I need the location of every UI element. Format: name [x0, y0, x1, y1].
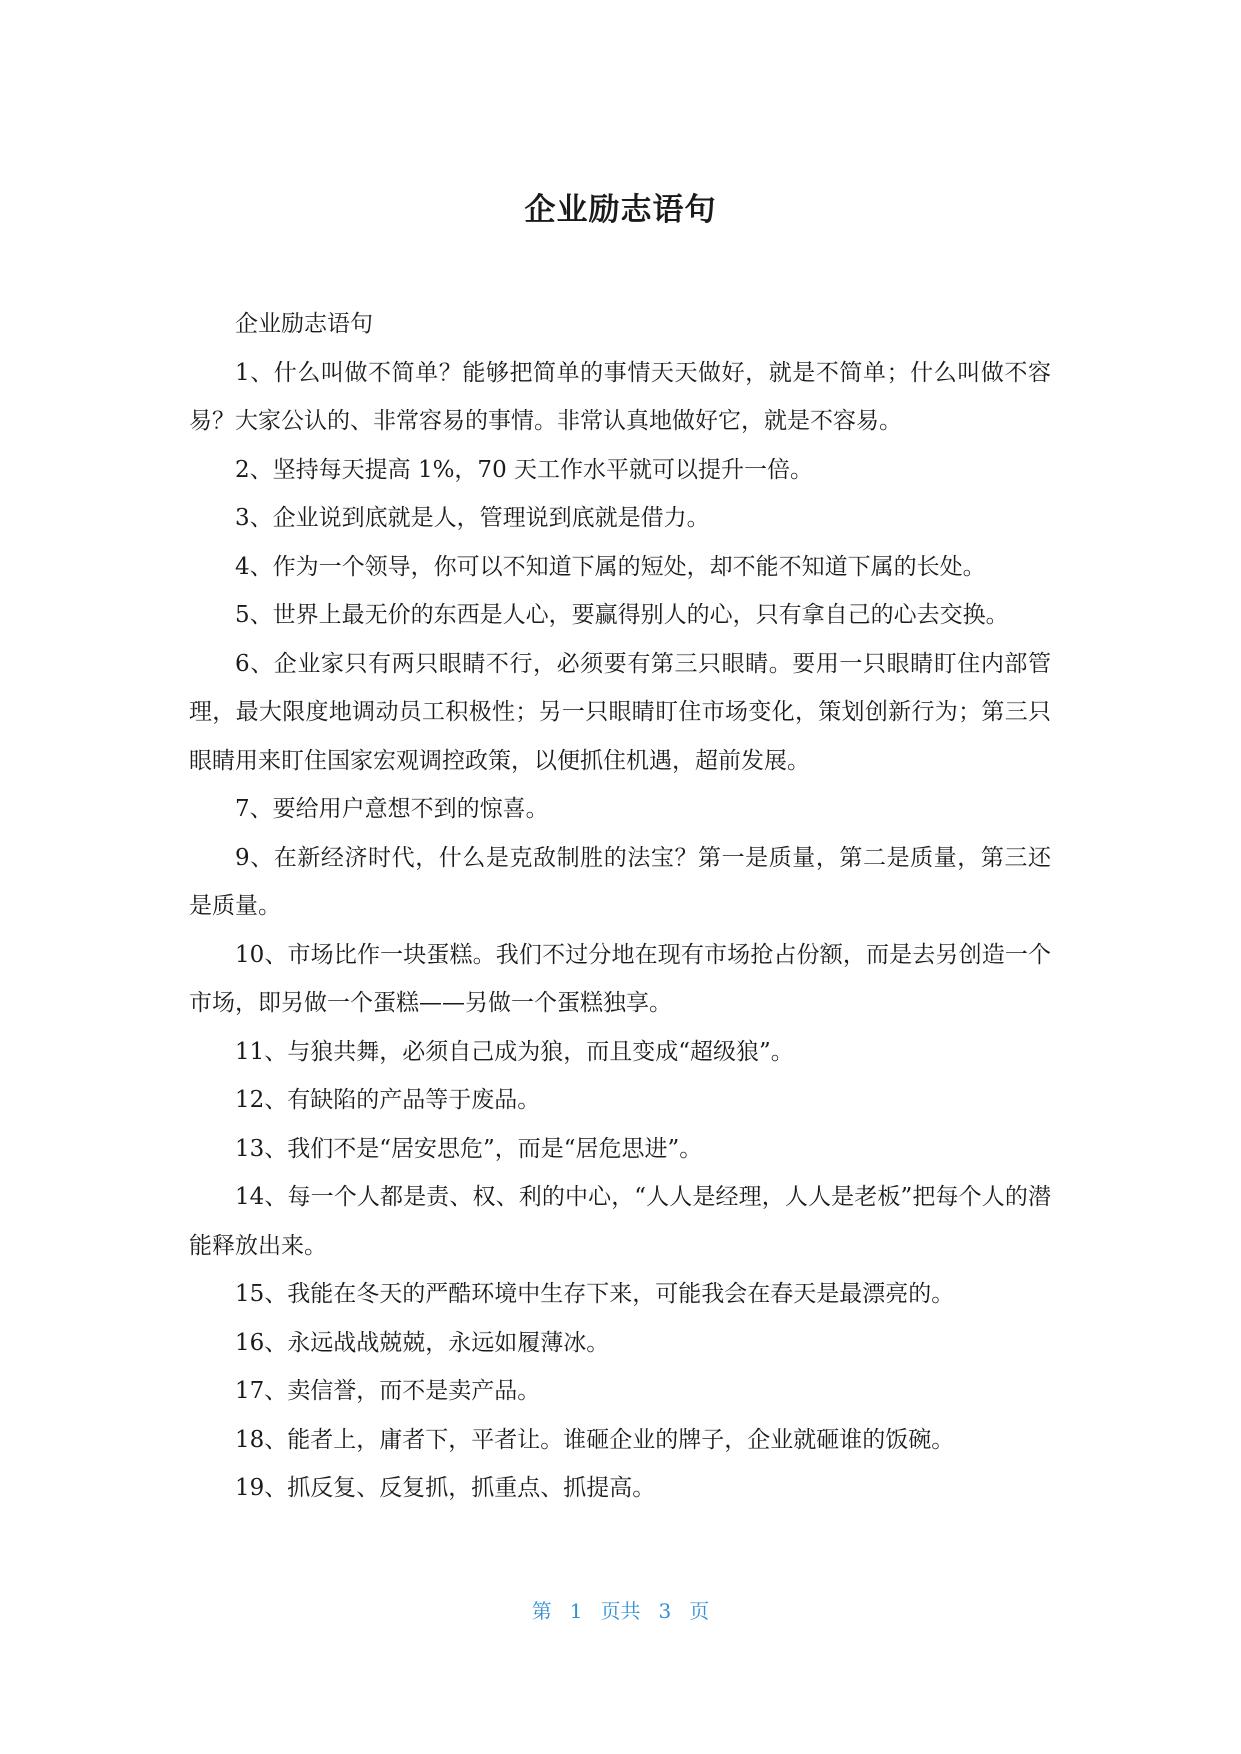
paragraph: 10、市场比作一块蛋糕。我们不过分地在现有市场抢占份额，而是去另创造一个市场，即另做一个蛋糕——另做一个蛋糕独享。: [189, 941, 1051, 1016]
paragraph: 5、世界上最无价的东西是人心，要赢得别人的心，只有拿自己的心去交换。: [235, 602, 1009, 628]
footer-prefix: 第: [531, 1599, 552, 1623]
paragraph: 18、能者上，庸者下，平者让。谁砸企业的牌子，企业就砸谁的饭碗。: [235, 1426, 955, 1453]
footer-total-pages: 3: [658, 1599, 672, 1623]
paragraph: 3、企业说到底就是人，管理说到底就是借力。: [235, 505, 710, 531]
paragraph: 13、我们不是“居安思危”，而是“居危思进”。: [235, 1135, 703, 1162]
document-title: 企业励志语句: [524, 192, 717, 228]
footer-suffix: 页: [689, 1599, 710, 1623]
paragraph: 4、作为一个领导，你可以不知道下属的短处，却不能不知道下属的长处。: [235, 553, 986, 580]
paragraph: 11、与狼共舞，必须自己成为狼，而且变成“超级狼”。: [235, 1038, 794, 1065]
paragraph: 15、我能在冬天的严酷环境中生存下来，可能我会在春天是最漂亮的。: [235, 1281, 955, 1307]
page-footer: [0, 1597, 1241, 1625]
paragraph: 6、企业家只有两只眼睛不行，必须要有第三只眼睛。要用一只眼睛盯住内部管理，最大限度地调动员工积极性；另一只眼睛盯住市场变化，策划创新行为；第三只眼睛用来盯住国家宏观调控政策，以便抓住机遇，超前发展。: [189, 650, 1051, 774]
paragraph: 1、什么叫做不简单？能够把简单的事情天天做好，就是不简单；什么叫做不容易？大家公认的、非常容易的事情。非常认真地做好它，就是不容易。: [189, 359, 1051, 434]
paragraph: 16、永远战战兢兢，永远如履薄冰。: [235, 1329, 610, 1356]
paragraph: 12、有缺陷的产品等于废品。: [235, 1087, 541, 1113]
paragraph: 2、坚持每天提高 1%，70 天工作水平就可以提升一倍。: [235, 456, 814, 483]
footer-current-page: 1: [569, 1599, 583, 1623]
document-body: [189, 300, 1051, 1513]
paragraph: 7、要给用户意想不到的惊喜。: [235, 796, 549, 822]
paragraph: 企业励志语句: [235, 311, 373, 337]
paragraph: 19、抓反复、反复抓，抓重点、抓提高。: [235, 1475, 656, 1501]
footer-middle: 页共: [600, 1599, 641, 1623]
paragraph: 17、卖信誉，而不是卖产品。: [235, 1378, 541, 1404]
paragraph: 14、每一个人都是责、权、利的中心，“人人是经理，人人是老板”把每个人的潜能释放出来。: [189, 1184, 1051, 1259]
paragraph: 9、在新经济时代，什么是克敌制胜的法宝？第一是质量，第二是质量，第三还是质量。: [189, 844, 1051, 919]
